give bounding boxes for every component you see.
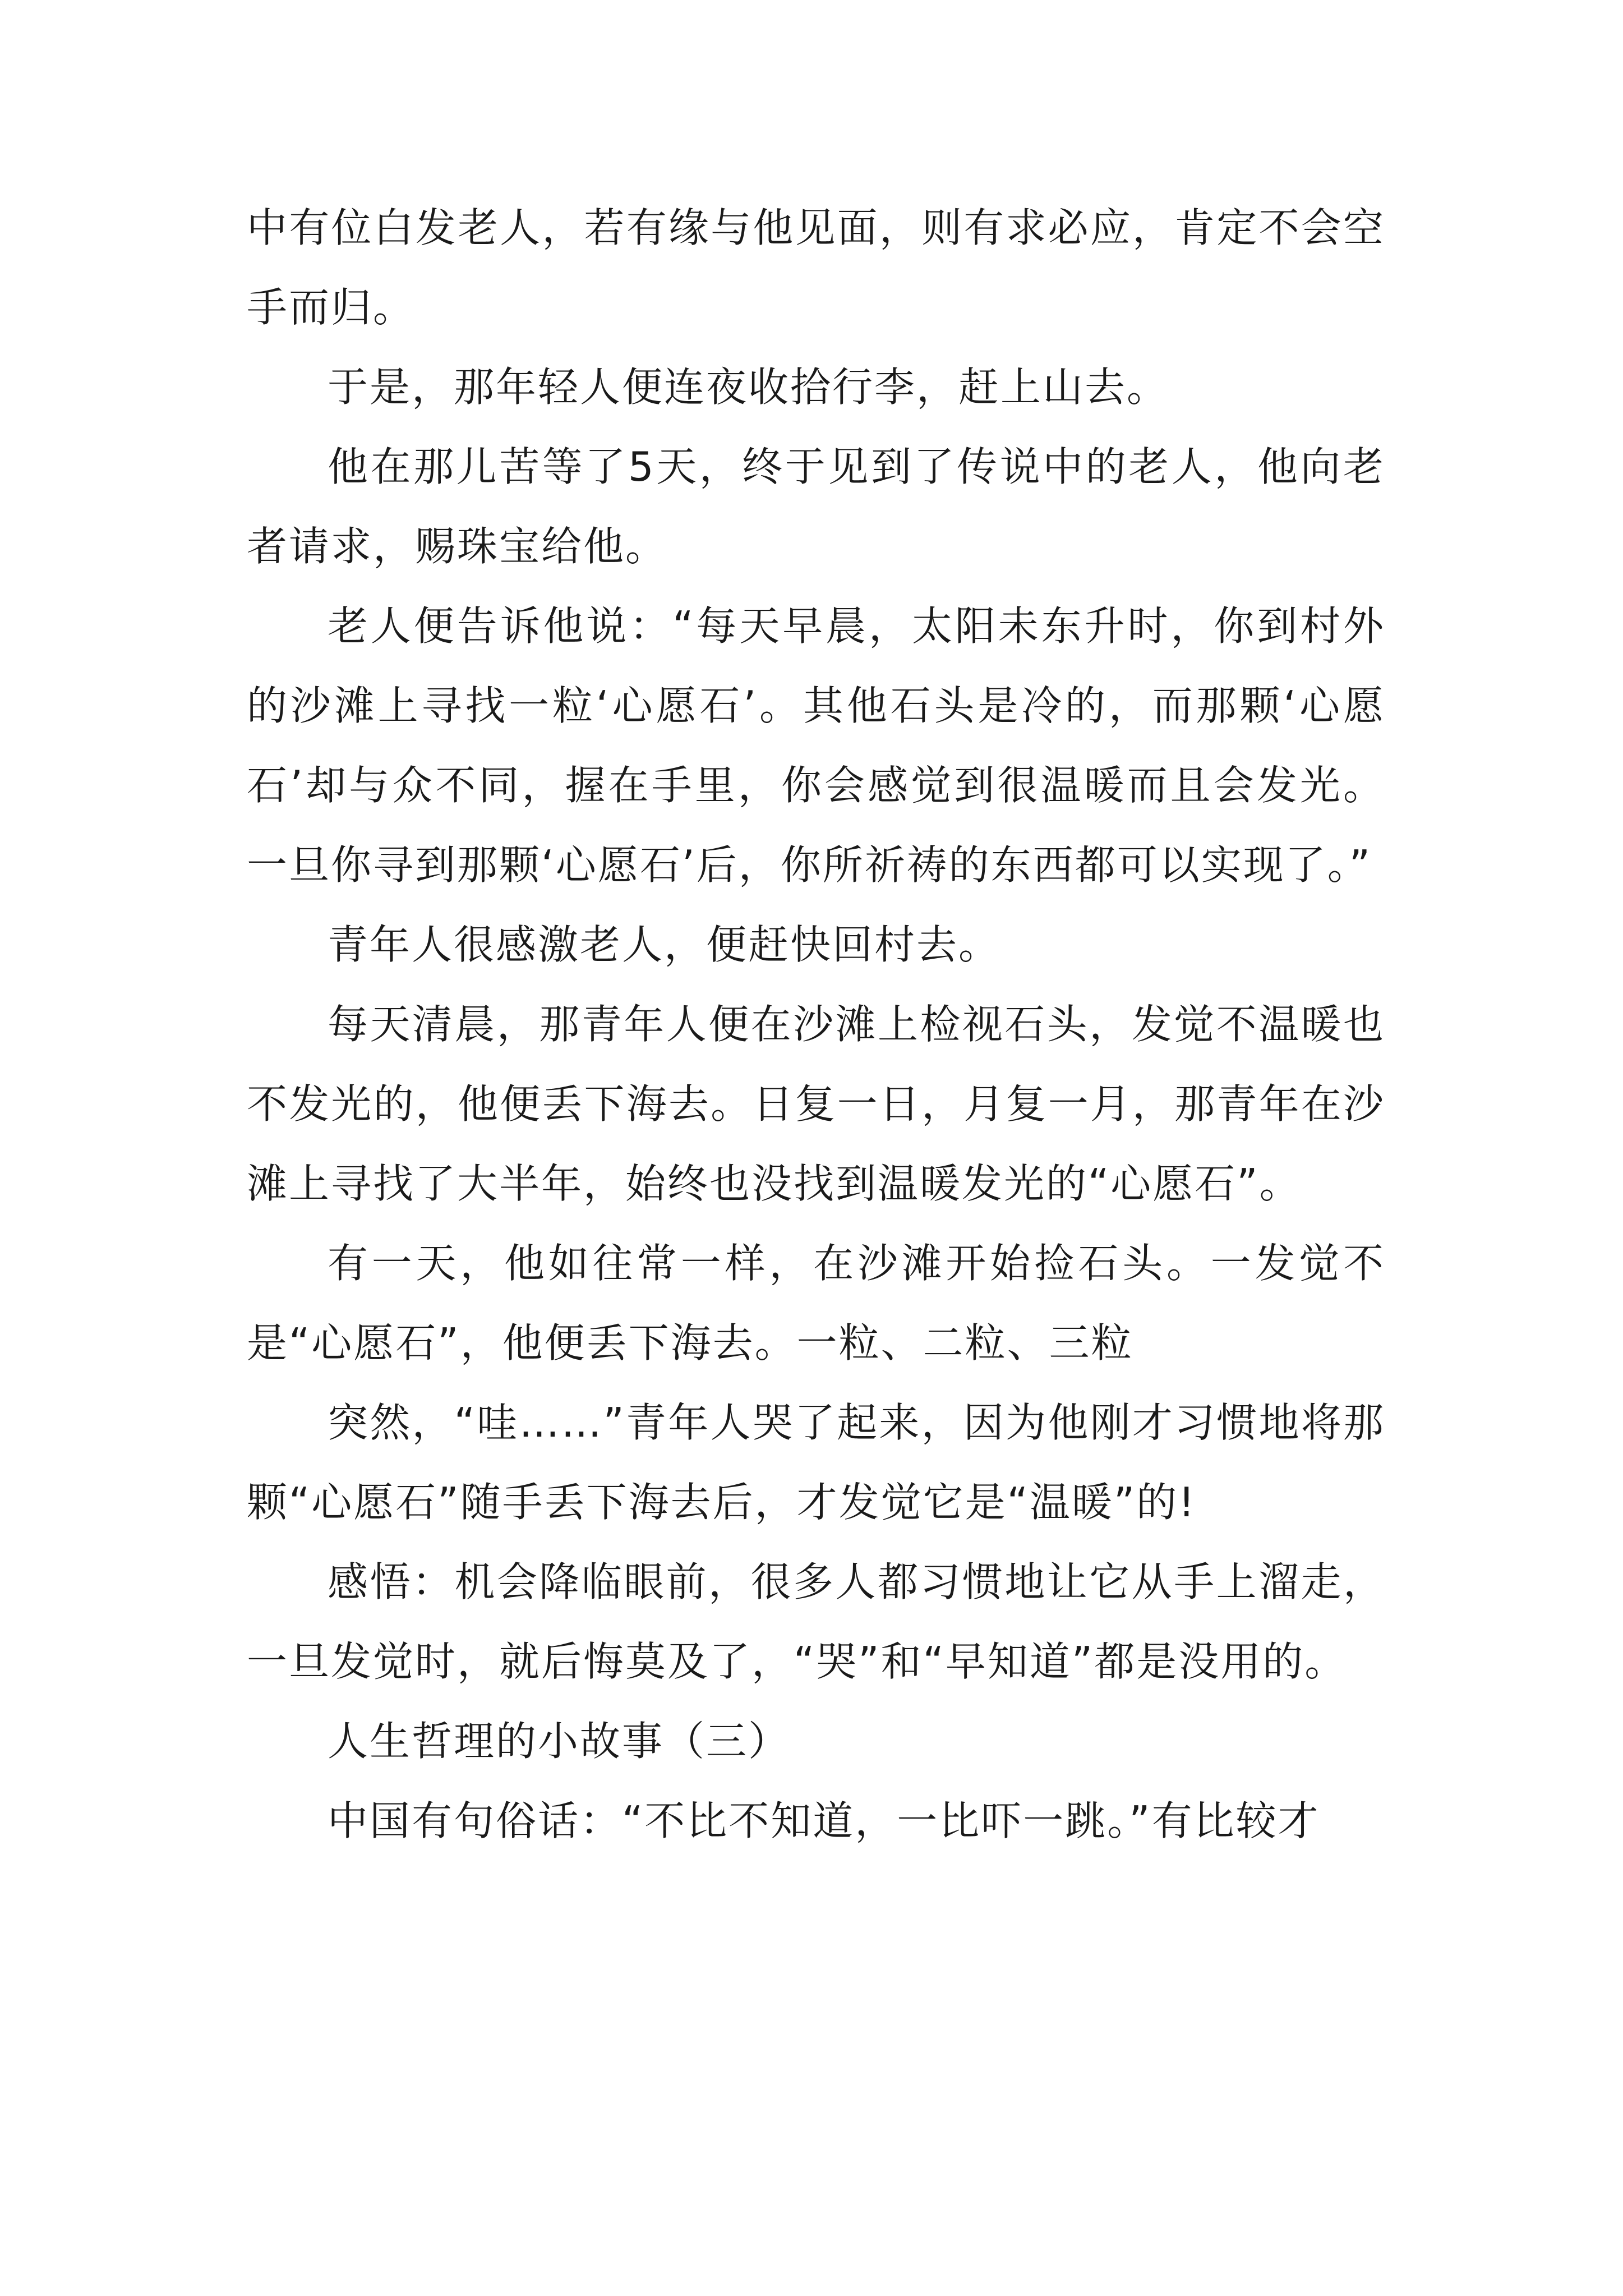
paragraph: 有一天，他如往常一样，在沙滩开始捡石头。一发觉不是“心愿石”，他便丢下海去。一粒、二粒、三粒: [247, 1240, 1385, 1366]
paragraph: 他在那儿苦等了5天，终于见到了传说中的老人，他向老者请求，赐珠宝给他。: [247, 443, 1385, 570]
paragraph: 老人便告诉他说：“每天早晨，太阳未东升时，你到村外的沙滩上寻找一粒‘心愿石’。其他石头是冷的，而那颗‘心愿石’却与众不同，握在手里，你会感觉到很温暖而且会发光。一旦你寻到那颗‘心愿石’后，你所祈祷的东西都可以实现了。”: [247, 602, 1385, 889]
section-heading: 人生哲理的小故事（三）: [328, 1718, 791, 1765]
paragraph: 突然，“哇……”青年人哭了起来，因为他刚才习惯地将那颗“心愿石”随手丢下海去后，才发觉它是“温暖”的!: [247, 1399, 1385, 1526]
paragraph: 每天清晨，那青年人便在沙滩上检视石头，发觉不温暖也不发光的，他便丢下海去。日复一日，月复一月，那青年在沙滩上寻找了大半年，始终也没找到温暖发光的“心愿石”。: [247, 1001, 1385, 1207]
paragraph: 青年人很感激老人，便赶快回村去。: [328, 921, 1001, 968]
paragraph: 于是，那年轻人便连夜收拾行李，赶上山去。: [328, 364, 1169, 411]
paragraph: 感悟：机会降临眼前，很多人都习惯地让它从手上溜走，一旦发觉时，就后悔莫及了，“哭”和“早知道”都是没用的。: [247, 1558, 1385, 1685]
paragraph: 中国有句俗话：“不比不知道，一比吓一跳。”有比较才: [328, 1797, 1320, 1844]
paragraph: 中有位白发老人，若有缘与他见面，则有求必应，肯定不会空手而归。: [247, 204, 1385, 331]
body-text: [247, 188, 1385, 1861]
